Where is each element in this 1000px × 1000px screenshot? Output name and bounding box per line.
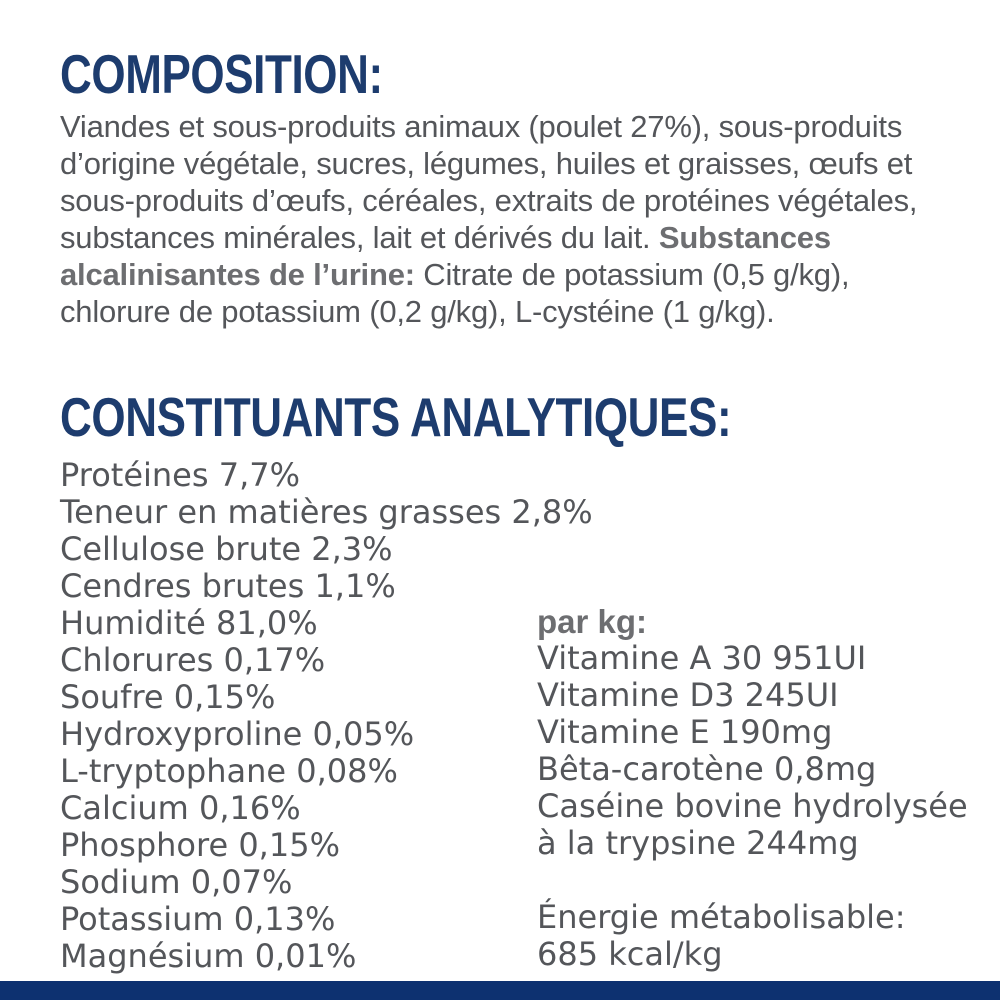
composition-paragraph: [60, 108, 968, 330]
per-kg-label: par kg:: [537, 603, 648, 640]
constituent-item-hydroxyproline: Hydroxyproline 0,05%: [60, 715, 415, 753]
constituent-item-potassium: Potassium 0,13%: [60, 900, 336, 938]
constituent-item-cendres: Cendres brutes 1,1%: [60, 567, 396, 605]
constituent-item-sodium: Sodium 0,07%: [60, 863, 293, 901]
constituent-item-magnesium: Magnésium 0,01%: [60, 937, 357, 975]
footer-brand-bar: [0, 981, 1000, 1000]
urine-alkalinizing-substances-label: Substances alcalinisantes de l’urine:: [60, 220, 831, 292]
constituent-item-humidite: Humidité 81,0%: [60, 604, 318, 642]
per-kg-item-caseine-bovine: Caséine bovine hydrolysée à la trypsine 244mg: [537, 787, 968, 862]
constituent-item-proteines: Protéines 7,7%: [60, 456, 300, 494]
constituents-list: [60, 457, 593, 975]
metabolizable-energy-value: 685 kcal/kg: [537, 935, 723, 973]
analytical-constituents-heading: CONSTITUANTS ANALYTIQUES:: [60, 386, 732, 448]
constituent-item-phosphore: Phosphore 0,15%: [60, 826, 340, 864]
constituent-item-soufre: Soufre 0,15%: [60, 678, 276, 716]
constituent-item-l-tryptophane: L-tryptophane 0,08%: [60, 752, 398, 790]
constituent-item-matieres-grasses: Teneur en matières grasses 2,8%: [60, 493, 593, 531]
per-kg-item-vitamine-e: Vitamine E 190mg: [537, 713, 833, 751]
per-kg-item-vitamine-d3: Vitamine D3 245UI: [537, 676, 839, 714]
per-kg-item-vitamine-a: Vitamine A 30 951UI: [537, 639, 867, 677]
per-kg-column: [537, 603, 992, 973]
constituent-item-chlorures: Chlorures 0,17%: [60, 641, 326, 679]
composition-ingredients-text: Viandes et sous-produits animaux (poulet 27%), sous-produits d’origine végétale, sucres, légumes, huiles et graisses, œufs et sous-produits d’œufs, céréales, extraits de protéines végétales, substances minérales, lait et dérivés du lait.: [60, 109, 918, 255]
per-kg-item-beta-carotene: Bêta-carotène 0,8mg: [537, 750, 877, 788]
constituent-item-cellulose: Cellulose brute 2,3%: [60, 530, 393, 568]
column-gap-spacer: [537, 862, 992, 899]
urine-alkalinizing-substances-text: Citrate de potassium (0,5 g/kg), chlorure de potassium (0,2 g/kg), L-cystéine (1 g/kg).: [60, 257, 850, 329]
constituent-item-calcium: Calcium 0,16%: [60, 789, 301, 827]
composition-heading: COMPOSITION:: [60, 43, 383, 105]
metabolizable-energy-label: Énergie métabolisable:: [537, 898, 906, 936]
